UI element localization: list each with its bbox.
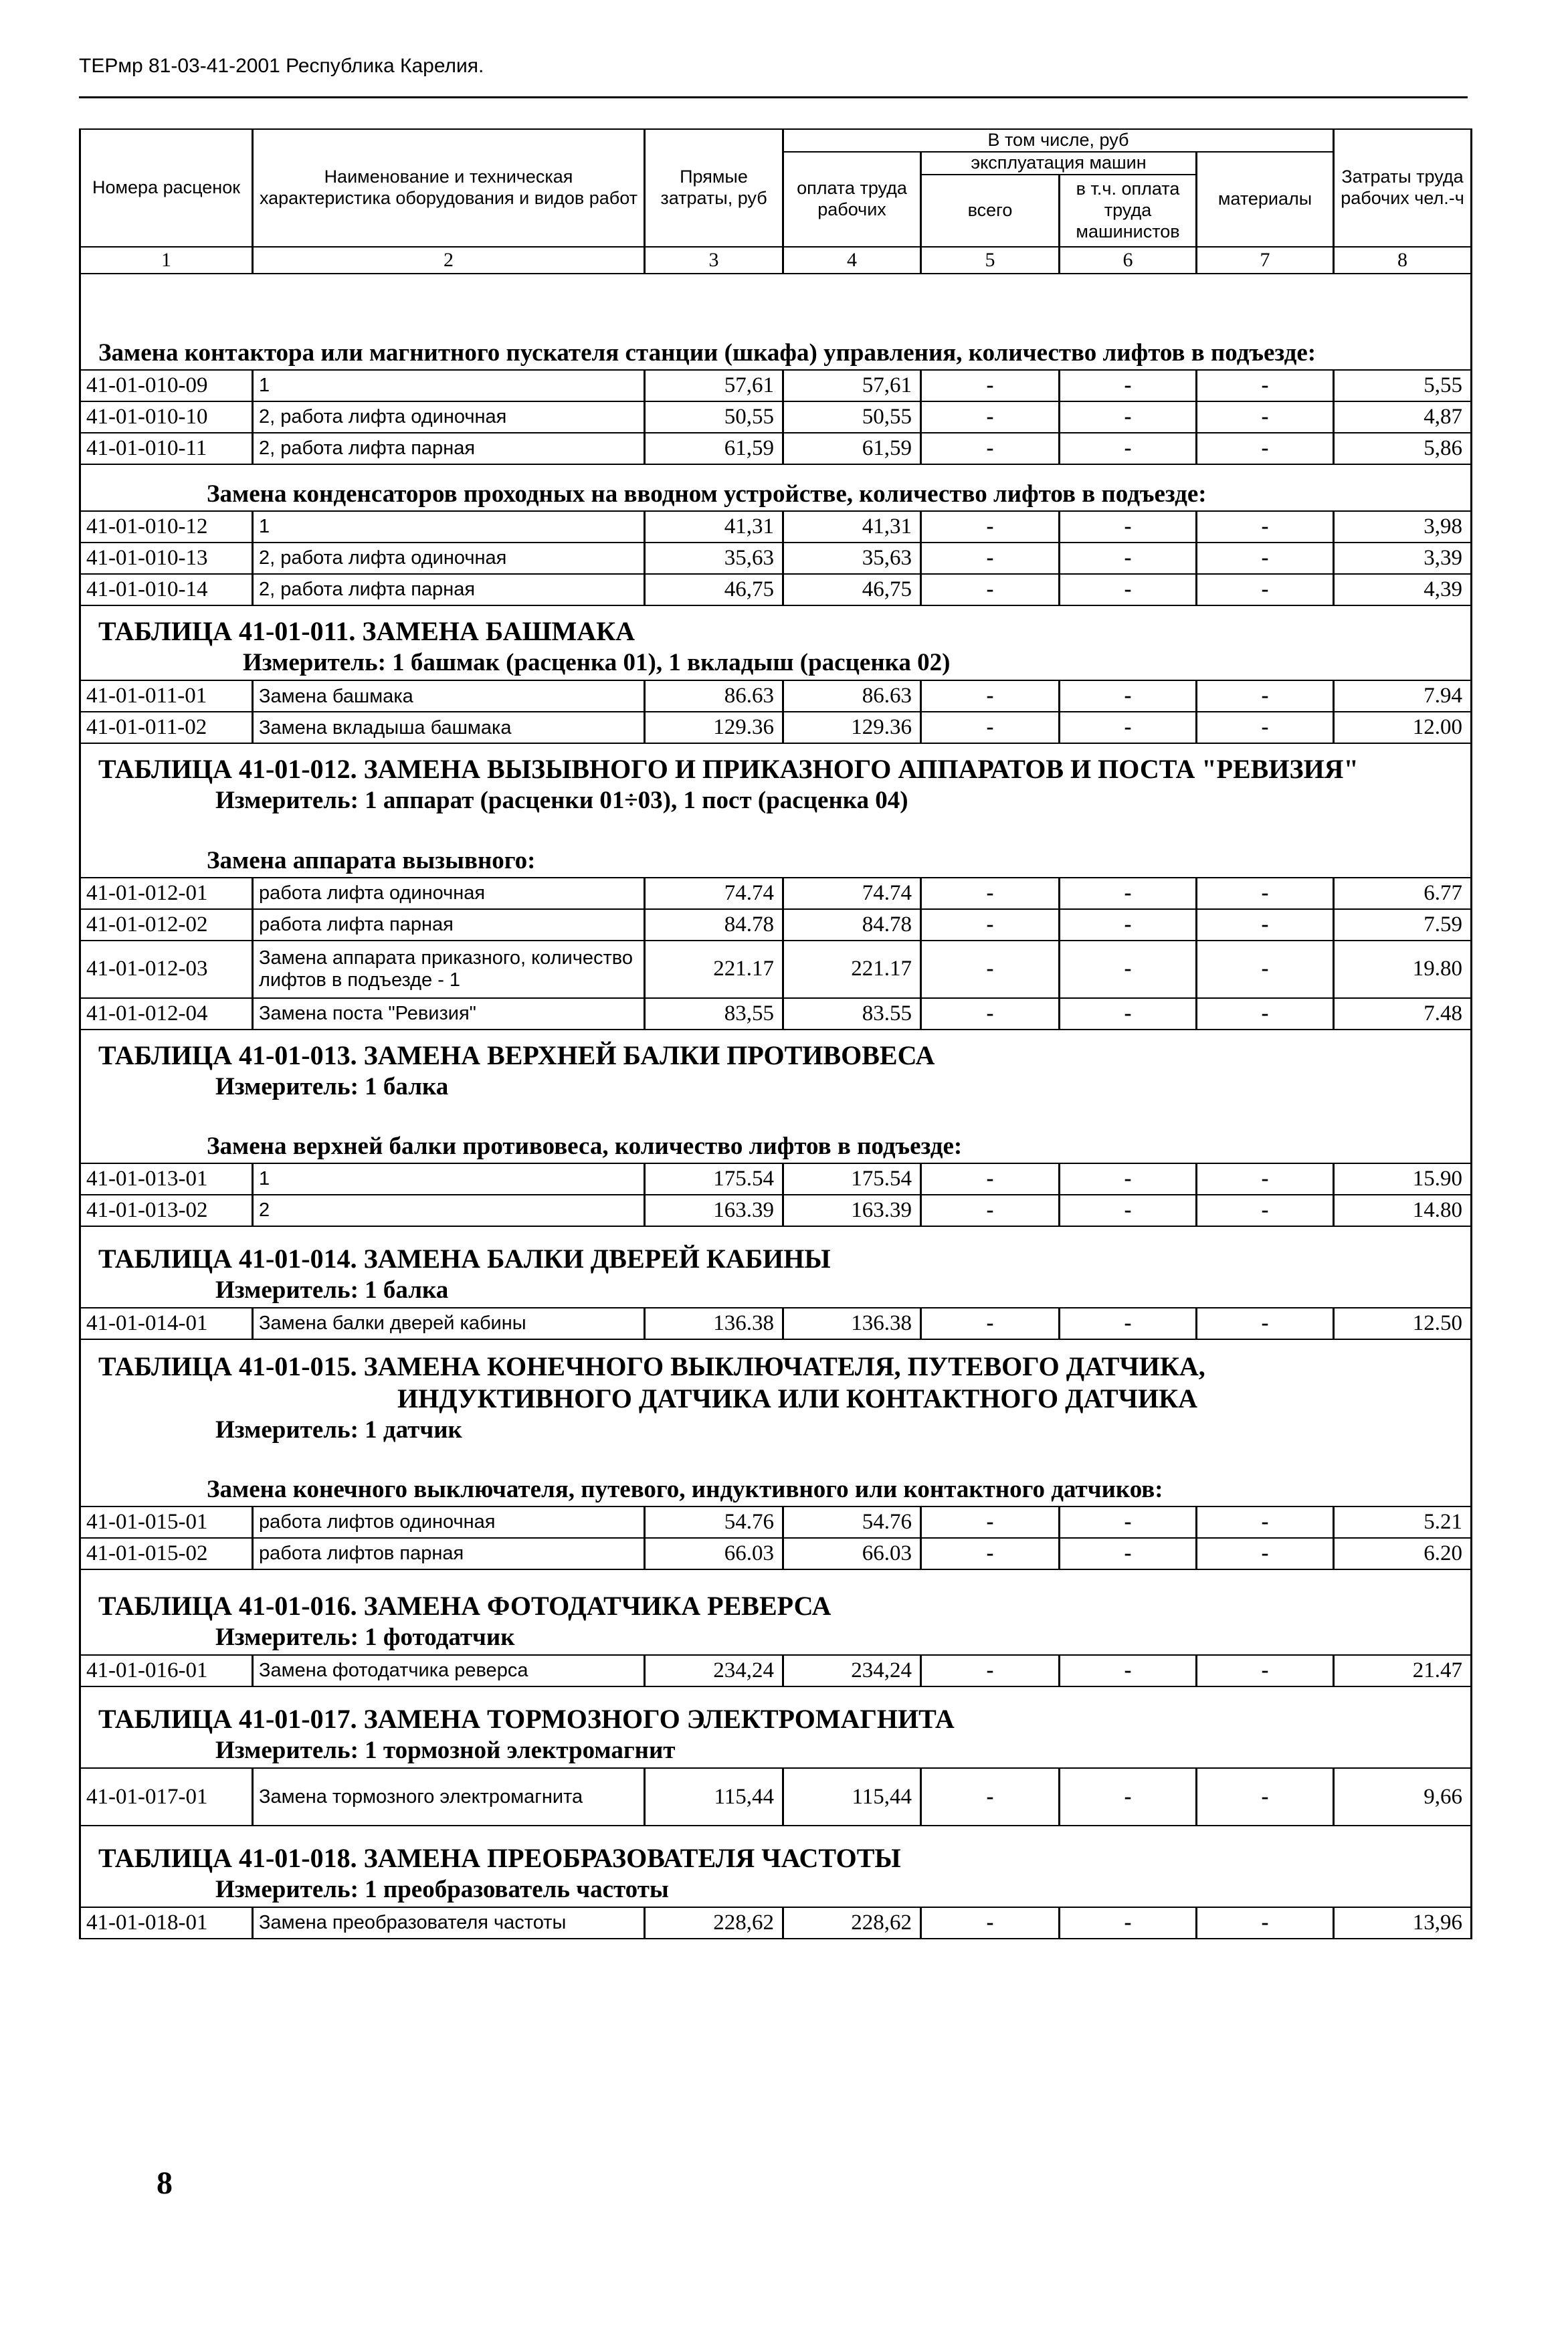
table-row	[80, 511, 1472, 543]
section-heading	[80, 1339, 1472, 1507]
table-row	[80, 998, 1472, 1030]
machines-labor-cell: -	[1060, 1507, 1197, 1538]
rate-code-cell: 41-01-010-12	[80, 511, 253, 543]
direct-cost-cell: 86.63	[645, 680, 783, 712]
table-row	[80, 878, 1472, 909]
machines-labor-cell: -	[1060, 1308, 1197, 1339]
col-number: 3	[645, 247, 783, 274]
col-header-direct: Прямые затраты, руб	[645, 129, 783, 247]
materials-cell: -	[1197, 1655, 1334, 1686]
rate-code-cell: 41-01-018-01	[80, 1907, 253, 1939]
labor-hours-cell: 14.80	[1334, 1195, 1472, 1226]
work-name-cell: 2, работа лифта одиночная	[253, 401, 645, 433]
labor-cost-cell: 41,31	[783, 511, 921, 543]
machines-labor-cell: -	[1060, 909, 1197, 941]
rate-code-cell: 41-01-010-14	[80, 574, 253, 605]
work-name-cell: Замена вкладыша башмака	[253, 712, 645, 743]
section-heading	[80, 1030, 1472, 1163]
labor-cost-cell: 221.17	[783, 941, 921, 998]
direct-cost-cell: 84.78	[645, 909, 783, 941]
rate-code-cell: 41-01-012-02	[80, 909, 253, 941]
machines-total-cell: -	[921, 543, 1060, 574]
work-name-cell: работа лифта одиночная	[253, 878, 645, 909]
labor-hours-cell: 5.21	[1334, 1507, 1472, 1538]
table-title: ТАБЛИЦА 41-01-012. ЗАМЕНА ВЫЗЫВНОГО И ПРИКАЗНОГО АППАРАТОВ И ПОСТА "РЕВИЗИЯ"	[98, 754, 1359, 785]
col-header-machines: эксплуатация машин	[921, 152, 1197, 175]
col-number: 8	[1334, 247, 1472, 274]
materials-cell: -	[1197, 878, 1334, 909]
table-measure: Измеритель: 1 фотодатчик	[215, 1623, 515, 1651]
machines-labor-cell: -	[1060, 1195, 1197, 1226]
table-row	[80, 1907, 1472, 1939]
table-row	[80, 1507, 1472, 1538]
table-row	[80, 433, 1472, 464]
table-title: ТАБЛИЦА 41-01-013. ЗАМЕНА ВЕРХНЕЙ БАЛКИ ПРОТИВОВЕСА	[98, 1040, 935, 1070]
col-header-code: Номера расценок	[80, 129, 253, 247]
work-name-cell: 2	[253, 1195, 645, 1226]
section-heading	[80, 605, 1472, 680]
table-measure: Измеритель: 1 башмак (расценка 01), 1 вкладыш (расценка 02)	[243, 649, 951, 676]
rate-code-cell: 41-01-013-01	[80, 1163, 253, 1195]
table-title: ТАБЛИЦА 41-01-017. ЗАМЕНА ТОРМОЗНОГО ЭЛЕКТРОМАГНИТА	[98, 1703, 955, 1734]
machines-total-cell: -	[921, 909, 1060, 941]
table-row	[80, 543, 1472, 574]
direct-cost-cell: 74.74	[645, 878, 783, 909]
materials-cell: -	[1197, 909, 1334, 941]
machines-labor-cell: -	[1060, 1538, 1197, 1569]
rate-code-cell: 41-01-015-01	[80, 1507, 253, 1538]
section-heading	[80, 743, 1472, 877]
col-header-name: Наименование и техническая характеристика оборудования и видов работ	[253, 129, 645, 247]
machines-total-cell: -	[921, 878, 1060, 909]
work-name-cell: Замена аппарата приказного, количество лифтов в подъезде - 1	[253, 941, 645, 998]
direct-cost-cell: 83,55	[645, 998, 783, 1030]
labor-cost-cell: 136.38	[783, 1308, 921, 1339]
labor-cost-cell: 86.63	[783, 680, 921, 712]
section-heading	[80, 1826, 1472, 1907]
direct-cost-cell: 221.17	[645, 941, 783, 998]
work-name-cell: Замена фотодатчика реверса	[253, 1655, 645, 1686]
section-heading	[80, 464, 1472, 511]
labor-cost-cell: 175.54	[783, 1163, 921, 1195]
work-name-cell: Замена тормозного электромагнита	[253, 1768, 645, 1826]
table-measure: Измеритель: 1 балка	[215, 1072, 449, 1100]
labor-cost-cell: 74.74	[783, 878, 921, 909]
page-number: 8	[157, 2165, 173, 2201]
materials-cell: -	[1197, 1195, 1334, 1226]
section-heading	[80, 1686, 1472, 1768]
direct-cost-cell: 61,59	[645, 433, 783, 464]
table-row	[80, 712, 1472, 743]
machines-total-cell: -	[921, 1163, 1060, 1195]
table-title: ТАБЛИЦА 41-01-016. ЗАМЕНА ФОТОДАТЧИКА РЕВЕРСА	[98, 1590, 831, 1621]
machines-total-cell: -	[921, 401, 1060, 433]
machines-labor-cell: -	[1060, 574, 1197, 605]
section-heading	[80, 274, 1472, 370]
labor-cost-cell: 66.03	[783, 1538, 921, 1569]
labor-hours-cell: 7.48	[1334, 998, 1472, 1030]
labor-cost-cell: 46,75	[783, 574, 921, 605]
col-header-machines-labor: в т.ч. оплата труда машинистов	[1060, 175, 1197, 247]
machines-labor-cell: -	[1060, 712, 1197, 743]
direct-cost-cell: 46,75	[645, 574, 783, 605]
table-title	[98, 1341, 1454, 1415]
subsection-title: Замена аппарата вызывного:	[207, 846, 536, 874]
labor-cost-cell: 234,24	[783, 1655, 921, 1686]
machines-labor-cell: -	[1060, 941, 1197, 998]
column-number-row	[80, 247, 1472, 274]
rate-code-cell: 41-01-011-01	[80, 680, 253, 712]
labor-cost-cell: 115,44	[783, 1768, 921, 1826]
labor-hours-cell: 15.90	[1334, 1163, 1472, 1195]
direct-cost-cell: 66.03	[645, 1538, 783, 1569]
work-name-cell: 2, работа лифта одиночная	[253, 543, 645, 574]
work-name-cell: 1	[253, 1163, 645, 1195]
rate-code-cell: 41-01-012-03	[80, 941, 253, 998]
table-row	[80, 1655, 1472, 1686]
labor-hours-cell: 12.00	[1334, 712, 1472, 743]
labor-hours-cell: 3,39	[1334, 543, 1472, 574]
table-row	[80, 1768, 1472, 1826]
col-number: 2	[253, 247, 645, 274]
work-name-cell: 2, работа лифта парная	[253, 574, 645, 605]
work-name-cell: 1	[253, 370, 645, 401]
machines-labor-cell: -	[1060, 370, 1197, 401]
labor-hours-cell: 4,87	[1334, 401, 1472, 433]
labor-hours-cell: 5,55	[1334, 370, 1472, 401]
table-title: ТАБЛИЦА 41-01-018. ЗАМЕНА ПРЕОБРАЗОВАТЕЛЯ ЧАСТОТЫ	[98, 1842, 901, 1873]
table-row	[80, 1538, 1472, 1569]
header-rule	[79, 96, 1468, 98]
materials-cell: -	[1197, 712, 1334, 743]
materials-cell: -	[1197, 1507, 1334, 1538]
rate-code-cell: 41-01-010-09	[80, 370, 253, 401]
rate-code-cell: 41-01-017-01	[80, 1768, 253, 1826]
machines-total-cell: -	[921, 998, 1060, 1030]
machines-total-cell: -	[921, 574, 1060, 605]
materials-cell: -	[1197, 511, 1334, 543]
machines-labor-cell: -	[1060, 433, 1197, 464]
subsection-title: Замена верхней балки противовеса, количество лифтов в подъезде:	[207, 1132, 963, 1160]
machines-labor-cell: -	[1060, 1163, 1197, 1195]
materials-cell: -	[1197, 680, 1334, 712]
col-header-hours: Затраты труда рабочих чел.-ч	[1334, 129, 1472, 247]
table-row	[80, 941, 1472, 998]
labor-hours-cell: 13,96	[1334, 1907, 1472, 1939]
direct-cost-cell: 35,63	[645, 543, 783, 574]
machines-labor-cell: -	[1060, 543, 1197, 574]
subsection-title: Замена конденсаторов проходных на вводном устройстве, количество лифтов в подъезде:	[207, 480, 1207, 508]
table-title-line: ИНДУКТИВНОГО ДАТЧИКА ИЛИ КОНТАКТНОГО ДАТЧИКА	[397, 1383, 1198, 1414]
machines-total-cell: -	[921, 370, 1060, 401]
labor-hours-cell: 5,86	[1334, 433, 1472, 464]
table-title-line: ТАБЛИЦА 41-01-015. ЗАМЕНА КОНЕЧНОГО ВЫКЛЮЧАТЕЛЯ, ПУТЕВОГО ДАТЧИКА,	[98, 1351, 1205, 1381]
work-name-cell: 2, работа лифта парная	[253, 433, 645, 464]
subsection-title: Замена конечного выключателя, путевого, индуктивного или контактного датчиков:	[207, 1475, 1163, 1503]
machines-labor-cell: -	[1060, 511, 1197, 543]
table-row	[80, 680, 1472, 712]
col-header-machines-total: всего	[921, 175, 1060, 247]
col-header-materials: материалы	[1197, 152, 1334, 247]
direct-cost-cell: 41,31	[645, 511, 783, 543]
work-name-cell: 1	[253, 511, 645, 543]
materials-cell: -	[1197, 370, 1334, 401]
col-number: 5	[921, 247, 1060, 274]
table-row	[80, 370, 1472, 401]
col-number: 6	[1060, 247, 1197, 274]
labor-hours-cell: 7.59	[1334, 909, 1472, 941]
col-number: 4	[783, 247, 921, 274]
machines-labor-cell: -	[1060, 1768, 1197, 1826]
table-row	[80, 1308, 1472, 1339]
table-row	[80, 401, 1472, 433]
labor-cost-cell: 61,59	[783, 433, 921, 464]
rate-code-cell: 41-01-010-11	[80, 433, 253, 464]
section-heading	[80, 1569, 1472, 1655]
table-measure: Измеритель: 1 балка	[215, 1276, 449, 1304]
labor-hours-cell: 19.80	[1334, 941, 1472, 998]
machines-labor-cell: -	[1060, 680, 1197, 712]
document-header-title: ТЕРмр 81-03-41-2001 Республика Карелия.	[79, 55, 484, 77]
materials-cell: -	[1197, 433, 1334, 464]
table-row	[80, 1195, 1472, 1226]
materials-cell: -	[1197, 941, 1334, 998]
col-header-labor: оплата труда рабочих	[783, 152, 921, 247]
materials-cell: -	[1197, 998, 1334, 1030]
machines-total-cell: -	[921, 1507, 1060, 1538]
price-table	[79, 128, 1472, 1939]
labor-cost-cell: 57,61	[783, 370, 921, 401]
direct-cost-cell: 115,44	[645, 1768, 783, 1826]
rate-code-cell: 41-01-010-10	[80, 401, 253, 433]
table-row	[80, 1163, 1472, 1195]
work-name-cell: работа лифтов одиночная	[253, 1507, 645, 1538]
machines-labor-cell: -	[1060, 1907, 1197, 1939]
col-number: 1	[80, 247, 253, 274]
machines-total-cell: -	[921, 511, 1060, 543]
labor-cost-cell: 228,62	[783, 1907, 921, 1939]
materials-cell: -	[1197, 401, 1334, 433]
work-name-cell: работа лифта парная	[253, 909, 645, 941]
table-measure: Измеритель: 1 преобразователь частоты	[215, 1875, 669, 1903]
table-title: ТАБЛИЦА 41-01-011. ЗАМЕНА БАШМАКА	[98, 616, 635, 646]
direct-cost-cell: 136.38	[645, 1308, 783, 1339]
materials-cell: -	[1197, 1538, 1334, 1569]
machines-total-cell: -	[921, 1538, 1060, 1569]
machines-total-cell: -	[921, 680, 1060, 712]
rate-code-cell: 41-01-012-01	[80, 878, 253, 909]
rate-code-cell: 41-01-012-04	[80, 998, 253, 1030]
materials-cell: -	[1197, 1768, 1334, 1826]
machines-total-cell: -	[921, 433, 1060, 464]
machines-total-cell: -	[921, 1195, 1060, 1226]
rate-code-cell: 41-01-010-13	[80, 543, 253, 574]
labor-hours-cell: 12.50	[1334, 1308, 1472, 1339]
machines-total-cell: -	[921, 712, 1060, 743]
labor-hours-cell: 6.20	[1334, 1538, 1472, 1569]
direct-cost-cell: 50,55	[645, 401, 783, 433]
labor-cost-cell: 35,63	[783, 543, 921, 574]
machines-labor-cell: -	[1060, 878, 1197, 909]
machines-labor-cell: -	[1060, 998, 1197, 1030]
labor-hours-cell: 4,39	[1334, 574, 1472, 605]
work-name-cell: работа лифтов парная	[253, 1538, 645, 1569]
machines-labor-cell: -	[1060, 401, 1197, 433]
table-measure: Измеритель: 1 датчик	[215, 1416, 462, 1444]
table-row	[80, 909, 1472, 941]
machines-total-cell: -	[921, 1308, 1060, 1339]
machines-total-cell: -	[921, 941, 1060, 998]
direct-cost-cell: 175.54	[645, 1163, 783, 1195]
rate-code-cell: 41-01-016-01	[80, 1655, 253, 1686]
machines-total-cell: -	[921, 1907, 1060, 1939]
labor-cost-cell: 50,55	[783, 401, 921, 433]
direct-cost-cell: 234,24	[645, 1655, 783, 1686]
machines-total-cell: -	[921, 1655, 1060, 1686]
labor-cost-cell: 163.39	[783, 1195, 921, 1226]
table-header	[80, 129, 1472, 274]
section-heading	[80, 1226, 1472, 1308]
labor-hours-cell: 3,98	[1334, 511, 1472, 543]
direct-cost-cell: 54.76	[645, 1507, 783, 1538]
table-title: ТАБЛИЦА 41-01-014. ЗАМЕНА БАЛКИ ДВЕРЕЙ КАБИНЫ	[98, 1243, 831, 1274]
labor-cost-cell: 84.78	[783, 909, 921, 941]
table-row	[80, 574, 1472, 605]
labor-hours-cell: 6.77	[1334, 878, 1472, 909]
materials-cell: -	[1197, 543, 1334, 574]
table-measure: Измеритель: 1 тормозной электромагнит	[215, 1736, 676, 1764]
labor-hours-cell: 21.47	[1334, 1655, 1472, 1686]
materials-cell: -	[1197, 574, 1334, 605]
work-name-cell: Замена преобразователя частоты	[253, 1907, 645, 1939]
labor-cost-cell: 54.76	[783, 1507, 921, 1538]
labor-hours-cell: 7.94	[1334, 680, 1472, 712]
col-header-incl: В том числе, руб	[783, 129, 1334, 152]
rate-code-cell: 41-01-013-02	[80, 1195, 253, 1226]
subsection-title: Замена контактора или магнитного пускателя станции (шкафа) управления, количество лифтов в подъезде:	[98, 338, 1316, 367]
labor-cost-cell: 129.36	[783, 712, 921, 743]
direct-cost-cell: 228,62	[645, 1907, 783, 1939]
rate-code-cell: 41-01-014-01	[80, 1308, 253, 1339]
col-number: 7	[1197, 247, 1334, 274]
work-name-cell: Замена башмака	[253, 680, 645, 712]
rate-code-cell: 41-01-015-02	[80, 1538, 253, 1569]
rate-code-cell: 41-01-011-02	[80, 712, 253, 743]
direct-cost-cell: 57,61	[645, 370, 783, 401]
materials-cell: -	[1197, 1907, 1334, 1939]
work-name-cell: Замена балки дверей кабины	[253, 1308, 645, 1339]
work-name-cell: Замена поста "Ревизия"	[253, 998, 645, 1030]
materials-cell: -	[1197, 1163, 1334, 1195]
machines-total-cell: -	[921, 1768, 1060, 1826]
materials-cell: -	[1197, 1308, 1334, 1339]
direct-cost-cell: 163.39	[645, 1195, 783, 1226]
table-measure: Измеритель: 1 аппарат (расценки 01÷03), 1 пост (расценка 04)	[215, 787, 908, 815]
direct-cost-cell: 129.36	[645, 712, 783, 743]
machines-labor-cell: -	[1060, 1655, 1197, 1686]
labor-cost-cell: 83.55	[783, 998, 921, 1030]
labor-hours-cell: 9,66	[1334, 1768, 1472, 1826]
